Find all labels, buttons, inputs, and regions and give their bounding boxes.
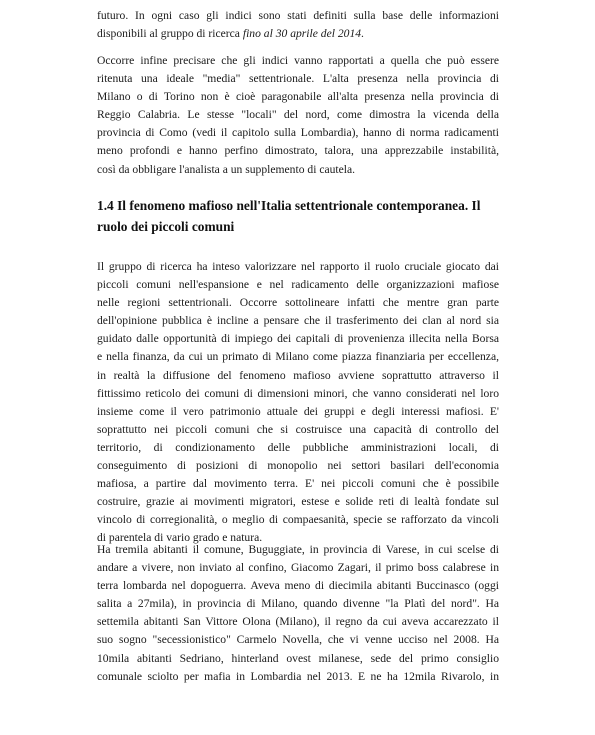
text-fragment: . (361, 27, 364, 41)
paragraph-towns-examples (97, 541, 499, 686)
text-line: suo sogno "secessionistico" Carmelo Novella, che vi venne ucciso nel 2008. Ha (97, 633, 499, 647)
text-line (97, 25, 499, 43)
text-line: 10mila abitanti Sedriano, hinterland ovest milanese, sede del primo consiglio (97, 651, 499, 665)
text-line: guidato dalle opportunità di impiego dei capitali di provenienza illecita nella Borsa (97, 332, 499, 346)
text-line: così da obbligare l'analista a un supplemento di cautela. (97, 162, 356, 176)
paragraph-continuation (97, 7, 499, 43)
italic-date-phrase: fino al 30 aprile del 2014 (242, 27, 362, 41)
text-line: Ha tremila abitanti il comune, Buguggiate, in provincia di Varese, in cui scelse di (97, 543, 499, 556)
text-line: terra lombarda nel dopoguerra. Aveva meno di diecimila abitanti Buccinasco (oggi (97, 579, 499, 593)
text-line: soprattutto nei piccoli comuni che si costruisce una capacità di controllo del (97, 422, 499, 436)
text-line: futuro. In ogni caso gli indici sono stati definiti sulla base delle informazioni (97, 9, 499, 22)
text-line: territorio, di condizionamento delle pubbliche amministrazioni locali, di (97, 440, 499, 454)
text-line: costruire, grazie ai movimenti migratori, estese e solide reti di lealtà fondate sul (97, 495, 499, 509)
heading-line: ruolo dei piccoli comuni (97, 219, 235, 234)
text-line: Reggio Calabria. Le stesse "locali" del nord, come dimostra la vicenda della (97, 108, 499, 122)
text-line: e nella finanza, da cui un primato di Milano come piazza finanziaria per eccellenza, (97, 350, 499, 364)
text-line: in realtà la diffusione del fenomeno mafioso avviene soprattutto attraverso il (97, 368, 499, 382)
text-line: insieme come il vero patrimonio attuale dei gruppi e degli interessi mafiosi. E' (97, 404, 499, 418)
text-line: Occorre infine precisare che gli indici vanno rapportati a quella che può essere (97, 54, 499, 67)
heading-line: 1.4 Il fenomeno mafioso nell'Italia settentrionale contemporanea. Il (97, 198, 481, 213)
section-heading (97, 195, 507, 237)
paragraph-small-towns (97, 258, 499, 548)
text-line: settemila abitanti San Vittore Olona (Milano), il regno da cui aveva accarezzato il (97, 615, 499, 629)
text-line: provincia di Como (vedi il capitolo sulla Lombardia), hanno di norma radicamenti (97, 126, 499, 140)
text-fragment: disponibili al gruppo di ricerca (97, 27, 243, 41)
text-line: meno profondi e hanno perfino dimostrato, talora, una apprezzabile instabilità, (97, 144, 499, 158)
text-line: piccoli comuni nell'espansione e nel radicamento delle organizzazioni mafiose (97, 278, 499, 292)
text-line: vincolo di corregionalità, o meglio di compaesanità, specie se rafforzato da vincoli (97, 513, 499, 527)
text-line: dell'opinione pubblica è incline a pensare che il trasferimento dei clan al nord sia (97, 314, 499, 328)
text-line: salita a 27mila), in provincia di Milano, quando divenne "la Platì del nord". Ha (97, 597, 499, 611)
text-line: mafiosa, a partire dal movimento terra. E' nei piccoli comuni che è possibile (97, 477, 499, 491)
text-line: comunale sciolto per mafia in Lombardia nel 2013. E ne ha 12mila Rivarolo, in (97, 669, 499, 683)
text-line: ritenuta una ideale "media" settentrionale. L'alta presenza nella provincia di (97, 72, 499, 86)
text-line: conseguimento di posizioni di monopolio nei settori basilari dell'economia (97, 459, 499, 473)
paragraph-caution (97, 52, 499, 179)
text-line: Milano o di Torino non è cioè paragonabile all'alta presenza nella provincia di (97, 90, 499, 104)
text-line: andare a vivere, non inviato al confino, Giacomo Zagari, il primo boss calabrese in (97, 561, 499, 575)
text-line: Il gruppo di ricerca ha inteso valorizzare nel rapporto il ruolo cruciale giocato dai (97, 260, 499, 273)
text-line: di parentela di vario grado e natura. (97, 531, 263, 545)
text-line: nelle regioni settentrionali. Occorre sottolineare infatti che mentre gran parte (97, 296, 499, 310)
text-line: fittissimo reticolo dei comuni di dimensioni minori, che vanno considerati nel loro (97, 386, 499, 400)
